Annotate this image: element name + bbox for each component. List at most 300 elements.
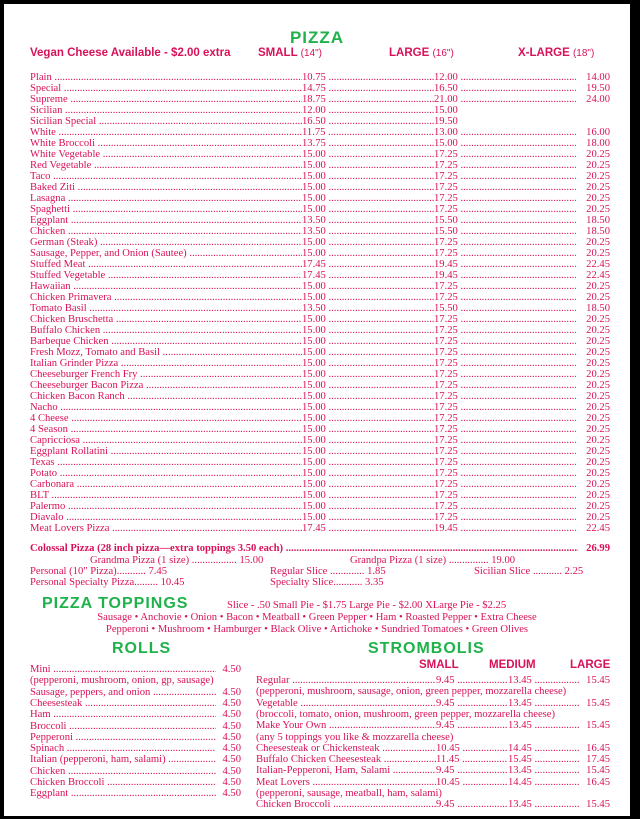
pizza-price-xlarge: 20.25 xyxy=(586,314,610,325)
pizza-name: Red Vegetable ..... xyxy=(30,160,302,171)
pizza-price-small: 15.00 ..... xyxy=(302,160,434,171)
stromboli-price-medium: 13.45 ..... xyxy=(508,675,580,686)
pizza-row xyxy=(4,182,630,193)
pizza-price-large: 15.50 ..... xyxy=(434,226,576,237)
pizza-price-xlarge: 20.25 xyxy=(586,512,610,523)
stromboli-description: (any 5 toppings you like & mozzarella cheese) xyxy=(256,731,454,743)
strombolis-title: STROMBOLIS xyxy=(368,640,485,657)
size-large-header: LARGE (16") xyxy=(389,47,454,59)
pizza-price-xlarge: 20.25 xyxy=(586,413,610,424)
stromboli-name: Buffalo Chicken Cheesesteak ..... xyxy=(256,754,436,765)
pizza-price-small: 15.00 ..... xyxy=(302,446,434,457)
roll-name: Eggplant ..... xyxy=(30,788,216,799)
pizza-price-large: 17.25 ..... xyxy=(434,314,576,325)
roll-name: Mini ..... xyxy=(30,664,216,675)
pizza-row xyxy=(4,457,630,468)
pizza-price-small: 15.00 ..... xyxy=(302,457,434,468)
pizza-price-small: 18.75 ..... xyxy=(302,94,434,105)
personal-pizza: Personal (10" Pizza)........... 7.45 xyxy=(30,566,168,577)
pizza-price-small: 15.00 ..... xyxy=(302,314,434,325)
pizza-row xyxy=(4,446,630,457)
pizza-price-large: 17.25 ..... xyxy=(434,501,576,512)
pizza-price-xlarge: 22.45 xyxy=(586,523,610,534)
stromboli-name: Make Your Own ..... xyxy=(256,720,436,731)
pizza-name: White Vegetable ..... xyxy=(30,149,302,160)
pizza-price-large: 17.25 ..... xyxy=(434,457,576,468)
pizza-price-large: 17.25 ..... xyxy=(434,248,576,259)
sicilian-slice: Sicilian Slice ........... 2.25 xyxy=(474,566,584,577)
pizza-price-small: 15.00 ..... xyxy=(302,325,434,336)
stromboli-price-small: 9.45 ..... xyxy=(436,765,508,776)
stromboli-row xyxy=(4,777,630,788)
pizza-row xyxy=(4,391,630,402)
menu-page xyxy=(4,4,630,816)
stromboli-price-small: 10.45 ..... xyxy=(436,743,508,754)
pizza-row xyxy=(4,105,630,116)
stromboli-row xyxy=(4,709,630,720)
pizza-row xyxy=(4,468,630,479)
pizza-row xyxy=(4,281,630,292)
stromboli-price-small: 9.45 ..... xyxy=(436,675,508,686)
pizza-price-xlarge: 20.25 xyxy=(586,160,610,171)
stromboli-row xyxy=(4,686,630,697)
pizza-price-small: 10.75 ..... xyxy=(302,72,434,83)
pizza-row xyxy=(4,479,630,490)
pizza-price-small: 15.00 ..... xyxy=(302,380,434,391)
pizza-price-small: 13.50 ..... xyxy=(302,226,434,237)
colossal-label: Colossal Pizza (28 inch pizza—extra toppings 3.50 each) ..... xyxy=(30,543,578,554)
stromboli-row xyxy=(4,788,630,799)
stromboli-name: Cheesesteak or Chickensteak ..... xyxy=(256,743,436,754)
pizza-row xyxy=(4,380,630,391)
pizza-price-large: 16.50 ..... xyxy=(434,83,576,94)
pizza-price-large: 17.25 ..... xyxy=(434,358,576,369)
pizza-price-xlarge: 20.25 xyxy=(586,292,610,303)
pizza-price-small: 17.45 ..... xyxy=(302,259,434,270)
pizza-row xyxy=(4,94,630,105)
stromboli-price-small: 9.45 ..... xyxy=(436,698,508,709)
roll-name: Spinach ..... xyxy=(30,743,216,754)
pizza-price-large: 15.50 ..... xyxy=(434,215,576,226)
stromboli-row xyxy=(4,675,630,686)
pizza-price-large: 17.25 ..... xyxy=(434,490,576,501)
pizza-row xyxy=(4,314,630,325)
pizza-price-small: 13.50 ..... xyxy=(302,303,434,314)
pizza-price-small: 15.00 ..... xyxy=(302,292,434,303)
pizza-price-small: 15.00 ..... xyxy=(302,248,434,259)
pizza-price-large: 17.25 ..... xyxy=(434,325,576,336)
pizza-price-large: 13.00 ..... xyxy=(434,127,576,138)
stromboli-price-large: 15.45 xyxy=(586,675,610,686)
pizza-price-large: 15.50 ..... xyxy=(434,303,576,314)
pizza-price-xlarge: 14.00 xyxy=(586,72,610,83)
pizza-row xyxy=(4,160,630,171)
pizza-name: Eggplant Rollatini ..... xyxy=(30,446,302,457)
stromboli-price-large: 16.45 xyxy=(586,742,610,754)
pizza-price-xlarge: 20.25 xyxy=(586,336,610,347)
pizza-row xyxy=(4,116,630,127)
pizza-price-xlarge: 20.25 xyxy=(586,446,610,457)
pizza-price-small: 15.00 ..... xyxy=(302,369,434,380)
pizza-name: Barbeque Chicken ..... xyxy=(30,336,302,347)
stromboli-row xyxy=(4,743,630,754)
pizza-price-small: 13.50 ..... xyxy=(302,215,434,226)
pizza-price-large: 17.25 ..... xyxy=(434,402,576,413)
pizza-name: Chicken Bacon Ranch ..... xyxy=(30,391,302,402)
toppings-title: PIZZA TOPPINGS xyxy=(42,595,189,612)
pizza-price-small: 15.00 ..... xyxy=(302,435,434,446)
pizza-row xyxy=(4,193,630,204)
pizza-price-xlarge: 20.25 xyxy=(586,204,610,215)
pizza-row xyxy=(4,138,630,149)
pizza-name: Taco ..... xyxy=(30,171,302,182)
pizza-name: Chicken Bruschetta ..... xyxy=(30,314,302,325)
toppings-prices: Slice - .50 Small Pie - $1.75 Large Pie - $2.00 XLarge Pie - $2.25 xyxy=(227,600,507,611)
pizza-name: Cheeseburger French Fry ..... xyxy=(30,369,302,380)
pizza-price-large: 19.45 ..... xyxy=(434,259,576,270)
pizza-price-small: 17.45 ..... xyxy=(302,270,434,281)
pizza-price-small: 15.00 ..... xyxy=(302,490,434,501)
pizza-price-large: 17.25 ..... xyxy=(434,237,576,248)
stromboli-description: (pepperoni, sausage, meatball, ham, salami) xyxy=(256,788,442,799)
pizza-row xyxy=(4,336,630,347)
pizza-name: 4 Cheese ..... xyxy=(30,413,302,424)
pizza-price-xlarge: 20.25 xyxy=(586,457,610,468)
pizza-price-xlarge: 20.25 xyxy=(586,501,610,512)
pizza-row xyxy=(4,435,630,446)
pizza-price-large: 17.25 ..... xyxy=(434,512,576,523)
pizza-price-xlarge: 20.25 xyxy=(586,347,610,358)
pizza-price-xlarge: 20.25 xyxy=(586,358,610,369)
roll-price: 4.50 xyxy=(222,765,241,777)
stromboli-price-medium: 15.45 ..... xyxy=(508,754,580,765)
stromboli-description: (pepperoni, mushroom, sausage, onion, green pepper, mozzarella cheese) xyxy=(256,686,567,698)
roll-name: Broccoli ..... xyxy=(30,721,216,732)
pizza-row xyxy=(4,424,630,435)
pizza-price-small: 15.00 ..... xyxy=(302,149,434,160)
pizza-name: Stuffed Vegetable ..... xyxy=(30,270,302,281)
pizza-row xyxy=(4,303,630,314)
pizza-price-large: 17.25 ..... xyxy=(434,347,576,358)
vegan-note: Vegan Cheese Available - $2.00 extra xyxy=(30,47,231,59)
pizza-price-small: 15.00 ..... xyxy=(302,358,434,369)
pizza-price-xlarge: 16.00 xyxy=(586,127,610,138)
pizza-price-small: 15.00 ..... xyxy=(302,237,434,248)
pizza-price-xlarge: 20.25 xyxy=(586,237,610,248)
pizza-name: Tomato Basil ..... xyxy=(30,303,302,314)
roll-name: Chicken Broccoli ..... xyxy=(30,777,216,788)
pizza-price-large: 17.25 ..... xyxy=(434,171,576,182)
pizza-price-large: 17.25 ..... xyxy=(434,182,576,193)
pizza-row xyxy=(4,512,630,523)
stromboli-row xyxy=(4,799,630,810)
stromboli-price-large: 17.45 xyxy=(586,754,610,766)
stromboli-name: Chicken Broccoli ..... xyxy=(256,799,436,810)
pizza-price-small: 14.75 ..... xyxy=(302,83,434,94)
pizza-row xyxy=(4,501,630,512)
pizza-price-large: 15.00 xyxy=(434,105,458,116)
pizza-price-xlarge: 20.25 xyxy=(586,380,610,391)
stromboli-price-medium: 13.45 ..... xyxy=(508,720,580,731)
pizza-name: Potato ..... xyxy=(30,468,302,479)
stromboli-price-medium: 13.45 ..... xyxy=(508,799,580,810)
pizza-price-large: 17.25 ..... xyxy=(434,435,576,446)
roll-price: 4.50 xyxy=(222,697,241,709)
toppings-list-1: Sausage • Anchovie • Onion • Bacon • Meatball • Green Pepper • Ham • Roasted Pepper • Extra Cheese xyxy=(97,612,537,623)
pizza-price-large: 19.50 xyxy=(434,116,458,127)
pizza-price-xlarge: 20.25 xyxy=(586,468,610,479)
roll-name: Italian (pepperoni, ham, salami) ..... xyxy=(30,754,216,765)
pizza-price-large: 17.25 ..... xyxy=(434,369,576,380)
pizza-row xyxy=(4,358,630,369)
pizza-price-small: 15.00 ..... xyxy=(302,182,434,193)
pizza-price-small: 17.45 ..... xyxy=(302,523,434,534)
pizza-price-small: 15.00 ..... xyxy=(302,468,434,479)
pizza-price-small: 11.75 ..... xyxy=(302,127,434,138)
pizza-name: Special ..... xyxy=(30,83,302,94)
stromboli-price-medium: 14.45 ..... xyxy=(508,777,580,788)
pizza-name: Supreme ..... xyxy=(30,94,302,105)
stromboli-price-large: 15.45 xyxy=(586,697,610,709)
pizza-price-small: 15.00 ..... xyxy=(302,402,434,413)
pizza-price-large: 12.00 ..... xyxy=(434,72,576,83)
stromboli-price-large: 15.45 xyxy=(586,799,610,811)
pizza-name: Cheeseburger Bacon Pizza ..... xyxy=(30,380,302,391)
stromboli-name: Vegetable ..... xyxy=(256,698,436,709)
pizza-row xyxy=(4,369,630,380)
toppings-list-2: Pepperoni • Mushroom • Hamburger • Black Olive • Artichoke • Sundried Tomatoes • Green Olives xyxy=(105,624,529,635)
pizza-price-large: 17.25 ..... xyxy=(434,160,576,171)
stromboli-price-small: 9.45 ..... xyxy=(436,720,508,731)
pizza-price-xlarge: 20.25 xyxy=(586,248,610,259)
pizza-price-xlarge: 20.25 xyxy=(586,149,610,160)
stromboli-price-small: 9.45 ..... xyxy=(436,799,508,810)
pizza-price-xlarge: 20.25 xyxy=(586,171,610,182)
pizza-price-xlarge: 20.25 xyxy=(586,479,610,490)
pizza-price-xlarge: 20.25 xyxy=(586,391,610,402)
pizza-name: Italian Grinder Pizza ..... xyxy=(30,358,302,369)
stromboli-description: (broccoli, tomato, onion, mushroom, green pepper, mozzarella cheese) xyxy=(256,708,556,720)
pizza-price-small: 16.50 ..... xyxy=(302,116,434,127)
pizza-price-large: 21.00 ..... xyxy=(434,94,576,105)
pizza-name: Baked Ziti ..... xyxy=(30,182,302,193)
stromboli-price-medium: 13.45 ..... xyxy=(508,698,580,709)
roll-price: 4.50 xyxy=(222,731,241,743)
pizza-name: Fresh Mozz, Tomato and Basil ..... xyxy=(30,347,302,358)
pizza-price-xlarge: 22.45 xyxy=(586,270,610,281)
pizza-row xyxy=(4,248,630,259)
pizza-price-xlarge: 18.50 xyxy=(586,215,610,226)
pizza-name: Eggplant ..... xyxy=(30,215,302,226)
pizza-price-small: 15.00 ..... xyxy=(302,413,434,424)
stromboli-price-small: 10.45 ..... xyxy=(436,777,508,788)
pizza-price-large: 15.00 ..... xyxy=(434,138,576,149)
pizza-price-small: 15.00 ..... xyxy=(302,281,434,292)
pizza-price-xlarge: 20.25 xyxy=(586,325,610,336)
pizza-name: White ..... xyxy=(30,127,302,138)
pizza-row xyxy=(4,83,630,94)
specialty-slice: Specialty Slice........... 3.35 xyxy=(270,577,384,588)
pizza-row xyxy=(4,215,630,226)
pizza-row xyxy=(4,204,630,215)
stromboli-small-header: SMALL xyxy=(419,659,459,671)
pizza-price-large: 17.25 ..... xyxy=(434,479,576,490)
pizza-price-xlarge: 20.25 xyxy=(586,424,610,435)
pizza-price-small: 15.00 ..... xyxy=(302,204,434,215)
stromboli-name: Meat Lovers ..... xyxy=(256,777,436,788)
pizza-price-small: 15.00 ..... xyxy=(302,512,434,523)
roll-price: 4.50 xyxy=(222,664,241,675)
pizza-row xyxy=(4,413,630,424)
pizza-name: Plain ..... xyxy=(30,72,302,83)
pizza-name: Sicilian ..... xyxy=(30,105,302,116)
pizza-price-small: 15.00 ..... xyxy=(302,336,434,347)
pizza-name: Nacho ..... xyxy=(30,402,302,413)
stromboli-large-header: LARGE xyxy=(570,659,611,671)
pizza-name: Stuffed Meat ..... xyxy=(30,259,302,270)
pizza-price-small: 15.00 ..... xyxy=(302,424,434,435)
pizza-name: Meat Lovers Pizza ..... xyxy=(30,523,302,534)
pizza-name: 4 Season ..... xyxy=(30,424,302,435)
pizza-name: Capricciosa ..... xyxy=(30,435,302,446)
pizza-title: PIZZA xyxy=(289,28,345,47)
stromboli-medium-header: MEDIUM xyxy=(489,659,536,671)
pizza-price-large: 17.25 ..... xyxy=(434,193,576,204)
roll-name: Pepperoni ..... xyxy=(30,732,216,743)
pizza-price-large: 17.25 ..... xyxy=(434,149,576,160)
pizza-row xyxy=(4,292,630,303)
pizza-name: Chicken Primavera ..... xyxy=(30,292,302,303)
pizza-row xyxy=(4,523,630,534)
pizza-price-xlarge: 20.25 xyxy=(586,369,610,380)
stromboli-row xyxy=(4,698,630,709)
pizza-price-small: 15.00 ..... xyxy=(302,347,434,358)
pizza-price-small: 13.75 ..... xyxy=(302,138,434,149)
roll-name: Chicken ..... xyxy=(30,766,216,777)
rolls-title: ROLLS xyxy=(112,640,172,657)
pizza-price-large: 17.25 ..... xyxy=(434,204,576,215)
pizza-row xyxy=(4,237,630,248)
pizza-name: German (Steak) ..... xyxy=(30,237,302,248)
stromboli-name: Regular ..... xyxy=(256,675,436,686)
pizza-row xyxy=(4,127,630,138)
grandma-pizza: Grandma Pizza (1 size) ................. 15.00 xyxy=(90,555,264,566)
size-small-header: SMALL (14") xyxy=(258,47,322,59)
pizza-price-large: 17.25 ..... xyxy=(434,292,576,303)
roll-price: 4.50 xyxy=(222,709,241,721)
pizza-price-large: 17.25 ..... xyxy=(434,468,576,479)
pizza-price-small: 15.00 ..... xyxy=(302,193,434,204)
pizza-price-small: 12.00 ..... xyxy=(302,105,434,116)
pizza-name: Carbonara ..... xyxy=(30,479,302,490)
roll-price: 4.50 xyxy=(222,743,241,755)
roll-row xyxy=(4,664,254,675)
colossal-price: 26.99 xyxy=(586,543,610,554)
pizza-name: Spaghetti ..... xyxy=(30,204,302,215)
pizza-price-large: 19.45 ..... xyxy=(434,270,576,281)
pizza-row xyxy=(4,347,630,358)
pizza-name: Sausage, Pepper, and Onion (Sautee) ..... xyxy=(30,248,302,259)
roll-name: Cheesesteak ..... xyxy=(30,698,216,709)
pizza-name: Sicilian Special ..... xyxy=(30,116,302,127)
pizza-price-large: 17.25 ..... xyxy=(434,446,576,457)
pizza-name: White Broccoli ..... xyxy=(30,138,302,149)
stromboli-price-medium: 14.45 ..... xyxy=(508,743,580,754)
grandpa-pizza: Grandpa Pizza (1 size) ............... 19.00 xyxy=(350,555,516,566)
colossal-pizza-row xyxy=(4,543,630,554)
pizza-price-xlarge: 20.25 xyxy=(586,435,610,446)
personal-specialty-pizza: Personal Specialty Pizza......... 10.45 xyxy=(30,577,185,588)
pizza-price-large: 17.25 ..... xyxy=(434,380,576,391)
stromboli-price-medium: 13.45 ..... xyxy=(508,765,580,776)
pizza-price-large: 17.25 ..... xyxy=(434,281,576,292)
stromboli-row xyxy=(4,720,630,731)
pizza-price-large: 19.45 ..... xyxy=(434,523,576,534)
pizza-row xyxy=(4,171,630,182)
roll-name: Sausage, peppers, and onion ..... xyxy=(30,687,216,698)
roll-price: 4.50 xyxy=(222,754,241,766)
regular-slice: Regular Slice ............. 1.85 xyxy=(270,566,386,577)
pizza-price-xlarge: 18.50 xyxy=(586,226,610,237)
pizza-name: Diavalo ..... xyxy=(30,512,302,523)
pizza-price-xlarge: 20.25 xyxy=(586,193,610,204)
pizza-price-xlarge: 18.50 xyxy=(586,303,610,314)
pizza-price-large: 17.25 ..... xyxy=(434,413,576,424)
stromboli-row xyxy=(4,754,630,765)
pizza-name: BLT ..... xyxy=(30,490,302,501)
pizza-row xyxy=(4,402,630,413)
roll-price: 4.50 xyxy=(222,788,241,800)
pizza-row xyxy=(4,226,630,237)
roll-price: 4.50 xyxy=(222,777,241,788)
pizza-row xyxy=(4,325,630,336)
pizza-price-xlarge: 20.25 xyxy=(586,281,610,292)
pizza-price-large: 17.25 ..... xyxy=(434,424,576,435)
roll-price: 4.50 xyxy=(222,720,241,732)
pizza-price-xlarge: 20.25 xyxy=(586,490,610,501)
pizza-price-small: 15.00 ..... xyxy=(302,479,434,490)
pizza-name: Chicken ..... xyxy=(30,226,302,237)
pizza-price-large: 17.25 ..... xyxy=(434,391,576,402)
roll-name: Ham ..... xyxy=(30,709,216,720)
pizza-name: Buffalo Chicken ..... xyxy=(30,325,302,336)
pizza-row xyxy=(4,270,630,281)
pizza-price-xlarge: 19.50 xyxy=(586,83,610,94)
pizza-row xyxy=(4,259,630,270)
pizza-name: Lasagna ..... xyxy=(30,193,302,204)
pizza-name: Texas ..... xyxy=(30,457,302,468)
stromboli-price-large: 15.45 xyxy=(586,720,610,732)
pizza-row xyxy=(4,149,630,160)
pizza-price-xlarge: 18.00 xyxy=(586,138,610,149)
pizza-name: Hawaiian ..... xyxy=(30,281,302,292)
size-xlarge-header: X-LARGE (18") xyxy=(518,47,595,59)
pizza-price-xlarge: 24.00 xyxy=(586,94,610,105)
pizza-row xyxy=(4,72,630,83)
roll-description: (pepperoni, mushroom, onion, gp, sausage) xyxy=(30,675,214,687)
pizza-price-xlarge: 22.45 xyxy=(586,259,610,270)
pizza-price-small: 15.00 ..... xyxy=(302,501,434,512)
stromboli-price-large: 15.45 xyxy=(586,765,610,777)
roll-price: 4.50 xyxy=(222,686,241,698)
pizza-name: Palermo ..... xyxy=(30,501,302,512)
stromboli-row xyxy=(4,732,630,743)
pizza-row xyxy=(4,490,630,501)
pizza-price-small: 15.00 ..... xyxy=(302,391,434,402)
pizza-price-xlarge: 20.25 xyxy=(586,402,610,413)
stromboli-row xyxy=(4,765,630,776)
stromboli-price-large: 16.45 xyxy=(586,776,610,788)
